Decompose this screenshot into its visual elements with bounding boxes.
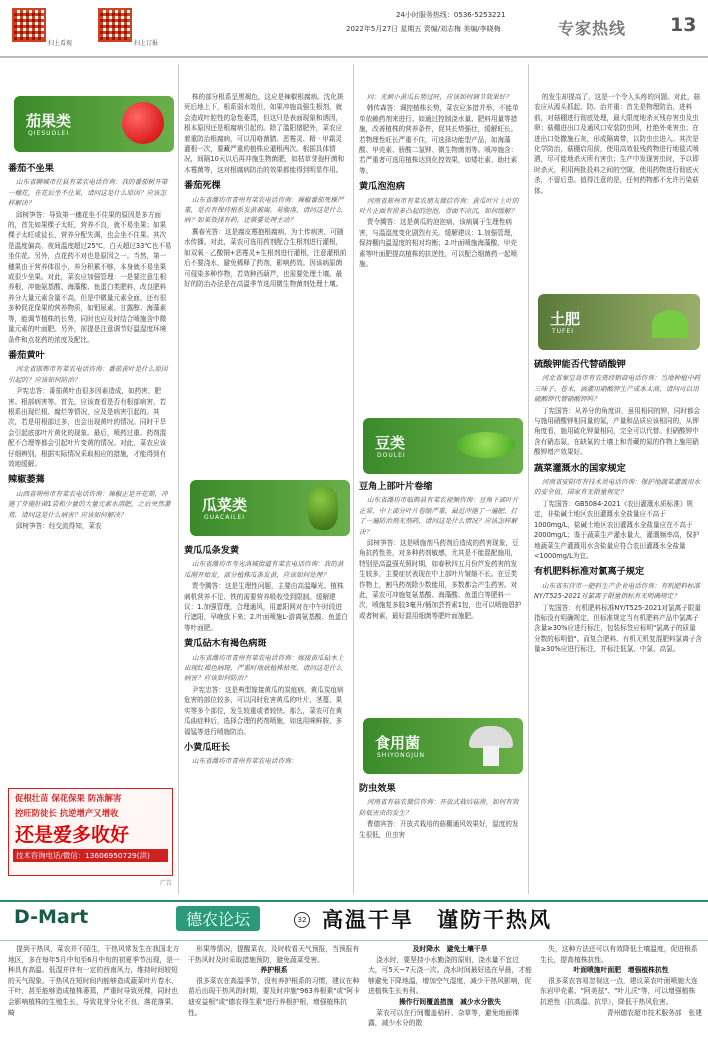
article-title: 豆角上部叶片卷缩	[359, 481, 433, 492]
ad-slogan: 还是爱多收好	[15, 824, 130, 846]
article-answer: 的发生却提高了，这是一个令人头疼的问题。对此，菇农应从源头抓起，防、治并重：首先是物理防治，进料前，对菇棚进行彻底处理，最大限度地杀灭残存害虫及虫卵；菇棚进出口及通风口安装防虫网，杜绝外来害虫；在进出口处撒施石灰，形成隔离带，以防虫虫进入。其次是化学防治，菇棚启用前，使用高效低残药物进行地毯式喷洒，尽可能地杀灭所有害虫；生产中发现害虫时，予以即时杀灭，利用两批投料之间的空隙，使用药物进行彻底灭杀，不留后患。值得注意的是，任何药物都不允许污染菇体。	[534, 93, 701, 195]
article-question: 山东省潍坊市临朐县有菜农视频咨询：豆角下部叶片正常，中上部分叶片卷缩严重，最近冲施了一遍肥，打了一遍防治剂无剂药，请问这是什么情况？应该怎样解决？	[359, 496, 519, 536]
column-2-lower	[184, 540, 348, 894]
mushroom-icon	[469, 726, 513, 748]
ad-tag: 广告	[160, 880, 173, 887]
ad-line-1: 促根壮苗 保花保果 防冻解害	[15, 793, 122, 803]
article-answer: 邱树笋答：经交流得知，菜农	[15, 522, 102, 530]
category-qiezi	[14, 96, 174, 152]
category-shiyongjun	[363, 718, 523, 774]
article-title: 防虫效果	[359, 783, 396, 794]
article-question: 山东省聊城市茌县有菜农电话咨询：我的番茄树开第一穗花，在花后坐不住果，请问这是什么原因？应该怎样解决？	[8, 178, 168, 208]
qr-caption-2: 扫上订报	[134, 40, 159, 47]
article-question: 河南省有菇农微信咨询：开放式栽培菇房，如何有效防低害虫的发生？	[359, 798, 519, 817]
page-number: 13	[670, 14, 697, 36]
column-4	[534, 92, 702, 288]
category-sub: QIESUOLEI	[28, 130, 70, 137]
category-tufei	[538, 294, 700, 350]
article-answer: 贾令腾答：这是黄瓜的泡泡病，该病属于生理性病害，与温湿度变化剧烈有关。缓解建议：1.加强管理，保持棚内温湿度的相对均衡；2.叶面喷施海藻酸、甲壳素等叶面肥提高植株的抗逆性，可以配合细菌药一起喷施。	[359, 218, 518, 269]
article-title: 蔬菜灌溉水的国家规定	[534, 462, 626, 474]
bottom-column-4	[540, 944, 702, 1060]
bottom-text: 形果等情况，提醒菜农，及时收看天气预报，当预报有干热风时及时采取措施预防，避免蔬菜受害。	[188, 945, 360, 964]
bottom-text: 浇水时，要坚持小水勤浇的原则，浇水量不宜过大，可5天~7天浇一次。浇水时间最好选在早晨，才能够避免下降地温，增加空气湿度，减少干热风影响，促进植株生长有利。	[368, 955, 532, 996]
article-answer: 冀春光答：这是腐皮霉抱根腐病，为土传病害，可随水传播。对此，菜农可选用药剂配合生根剂进行灌根，如双氧 · 乙酸铜+恶霉灵+生根剂进行灌根，注意灌根前后不要浇水，避免稀释了药剂，影响药效。因该病原菌可侵染多种作物，若效种西葫芦，也需要处理土壤。最好的防治办法是在高温季节选用微生物菌剂处理土壤。	[184, 227, 347, 288]
article-answer: 丁宪国答：从养分的角度讲，虽用相同的钾，同时都会与施用硝酸钾相同量的氮，产量和品质应该相同的，从钾角度看，施用硫化钾量相同，完全可以代替。但硝酸钾中含有硝态氮，在缺氮的土壤上和青藏的氮的作物上施用硝酸钾增产效果好。	[534, 406, 701, 457]
article-question: 河北省邯郸市有菜农电话咨询：番茄黄叶是什么原因引起的？应该如何防治？	[8, 365, 168, 384]
bottom-text: 很多菜农在高温季节，没有养护根系的习惯，建议在种苗后出现干热风的时期，要及时冲施"963养根素"或"阿卡迪安益根"或"德农得生素"进行养根护根，增强植株抗性。	[188, 976, 360, 1017]
article-question: 山东省潍坊市青州有菜农电话咨询：嫁接黄瓜砧木上出现红褐色病斑，严重时地底植株枯死，请问这是什么病害？应该如何防治？	[184, 653, 344, 683]
article-title: 番茄死棵	[184, 180, 221, 192]
sprout-icon	[652, 310, 688, 338]
bottom-text: 菜农可以在行间覆盖秸秆、杂草等，避免地面裸露，减少水分的散	[368, 1008, 519, 1028]
column-3-middle	[359, 476, 523, 712]
bottom-subtitle: 及时降水 避免土壤干旱	[412, 945, 488, 953]
category-doulei	[363, 418, 523, 474]
category-title: 茄果类	[26, 112, 72, 130]
qr-caption-1: 扫上看视	[48, 40, 73, 47]
article-question: 山东省潍坊市青州有菜农电话咨询：辣椒番茄死棵严重，是否有保持根系发黄被腐，易腹落，请问这是什么病？如果效择有药，还需要处理主动？	[184, 195, 344, 225]
ad-phone: 技术咨询电话/微信：13606950729(洪)	[13, 849, 168, 862]
column-2	[184, 92, 348, 472]
article-answer: 株的部分根系呈黑褐色，这应是辣椒根腐病。沈化斑死后地上下，根系弱水效但，如果冲施高强生根剂，就会造成叶腔性的急性萎蔫，但这只是表面现象和诱因，根本原因还是根腐病引起的。除了滥阳猪肥外，菜农应着重防治根腐病，可以用咯菌腈、恶霉灵、精 · 甲霜灵灌根一次，要藏严重的植株应灌根两次。根据具体情况，间隔10天以后再冲施生物菌肥，如枯草芽孢杆菌和木霉菌等，这对根腐病防治的效果都能得到明显作用。	[184, 93, 345, 174]
article-question: 河南省郑州市有菜农朋友微信咨询：黄瓜叶片上叶的叶片正面有很多凸起的泡泡，背面不凉沉，如何缓解？	[359, 196, 519, 216]
article-title: 硫酸钾能否代替硝酸钾	[534, 359, 626, 370]
column-divider	[353, 64, 354, 894]
forum-issue: 32	[294, 912, 310, 928]
header-rule	[0, 56, 708, 58]
bottom-text: 提到干热风，菜农并不陌生，干热风常发生在我国北方地区，多在每年5月中旬至6月中旬的初夏季节出现，是一种具有高温、低湿并伴有一定的西南风力，维持时间较短的天气现象。干热风在短时间内能够造成蔬菜叶片卷水、干叶，甚至能够造成植株萎蔫，严重时导致死棵，同时也会影响植株的生殖生长，导致花芽分化不良、落花落果、畸	[8, 945, 180, 1017]
cucumber-icon	[308, 486, 338, 530]
column-1	[8, 158, 172, 786]
article-title: 有机肥料标准对氯离子规定	[534, 566, 645, 578]
article-question: 河南省安阳市有技术员电话咨询：保护地蔬菜灌溉用水的安全值，国家有无限量规定？	[534, 478, 701, 497]
article-answer: 丁宪国答：有机肥料标准NY/T525-2021对氯离子限量指标没有明确规定，但标准规定当有机肥料产品中氯离子含量≥30%应进行标注，包装标签应标明"氯离子的质量分数的标明值"。而复合肥料、有机无机复混肥料氯离子含量≥30%应进行标注，并标注低氯、中氯、高氯。	[534, 603, 702, 654]
article-question: 山西省朔州市有菜农电话咨询：辣椒正是开花期，冲施了芽施肝菌1袋和少量的大量元素水溶肥，之后突然萎蔫，请问这是什么病害？应该如何解决？	[8, 489, 171, 519]
article-answer: 尹宪忠答：这是典型嫁接黄瓜的炭疽病，黄瓜炭疽病危害的部位较多，可以同时危害黄瓜的叶片、茎蔓、果实等多个部位，发生较重或者较快。那么，菜农可在黄瓜曲症种后，选择合理的药剂喷施，如选用咪鲜胺、多福锰等进行喷施防治。	[184, 685, 344, 736]
column-4-lower	[534, 354, 702, 894]
article-title: 黄瓜泡泡病	[359, 181, 405, 193]
bottom-text: 很多菜农容易忽视这一点，建议菜农叶面喷施大连东岩甲壳素、"阿美兹"、"叶儿沃"等，可以增强植株抗逆性（抗高温、抗旱），降低干热风危害。	[540, 976, 698, 1006]
article-question: 山东省潍坊市寿光洛城街道有菜农电话咨询：我的黄瓜刚开始发，部分植株瓜条发黄，应该如何处理？	[184, 560, 344, 579]
ad-line-2: 控旺防徒长 抗逆增产又增收	[15, 808, 119, 818]
mushroom-stem	[483, 746, 499, 766]
bottom-subtitle: 操作行间覆盖措施 减少水分散失	[399, 997, 501, 1006]
category-title: 食用菌	[375, 734, 421, 752]
article-question: 山东省潍坊市青州有菜农电话咨询：	[191, 757, 298, 766]
bottom-column-2	[188, 944, 360, 1060]
category-guacai	[190, 480, 350, 536]
column-divider	[178, 64, 179, 894]
article-title: 番茄不坐果	[8, 163, 54, 174]
article-answer: 丁宪国答：GB5084-2021《农田灌溉水质标准》规定，非盐碱土地区农田灌溉水全盐量应不高于1000mg/L，盐碱土地区农田灌溉水全盐量应在不高于2000mg/L；鉴于蔬菜生产灌水量大，灌溉频率高，保护地蔬菜生产灌溉用水含盐量应符合农田灌溉水全盐量<1000mg/L为宜。	[534, 499, 700, 560]
column-3-lower	[359, 778, 523, 894]
category-sub: SHIYONGJUN	[377, 752, 425, 759]
category-title: 土肥	[550, 310, 581, 328]
column-divider	[528, 64, 529, 894]
article-answer: 曹德宾答：开放式栽培的菇棚通风效果好，湿度的发生很低，但虫害	[359, 820, 519, 839]
hotline-line: 24小时服务热线：0536-5253221	[396, 11, 506, 19]
article-answer: 韩传森答：调控植株长势，菜农应多措并举，不能单单依赖药剂来进行。如通过控制浇水量、肥料用量等措施，改善植株的营养条件，促其长势强壮，缓解旺长。若物理性旺长严重不住，可选择功能型产品，如海藻酸、甲壳素、骄酸二氢钾、微生物菌剂等。喷冲施含：若严重者可选用植株达到化控效果，如矮壮素、助壮素等。	[359, 104, 519, 175]
section-title: 专家热线	[558, 19, 627, 38]
forum-label: 德农论坛	[176, 906, 260, 931]
date-line: 2022年5月27日 星期五 责编/刘志梅 美编/李晓梅	[346, 25, 501, 33]
advertisement[interactable]	[8, 788, 173, 876]
column-3	[359, 92, 523, 412]
bottom-text: 失，这种方法还可以有效降低土壤温度，促进根系生长，提高植株抗性。	[540, 945, 698, 964]
article-title: 黄瓜砧木有褐色病斑	[184, 638, 267, 650]
article-title: 黄瓜瓜条发黄	[184, 545, 240, 556]
article-title: 番茄黄叶	[8, 349, 45, 361]
article-title: 辣椒萎蔫	[8, 474, 45, 486]
bottom-subtitle: 叶面喷施叶面肥 增强植株抗性	[573, 966, 669, 975]
article-question: 河北省秦皇岛市有农资经销商电话咨询：当地种植中药三味子、苍术，滴灌用硝酸钾生产成本太高，请问可以用硫酸钾代替硝酸钾吗？	[534, 374, 701, 404]
banner-title: 高温干旱 谨防干热风	[322, 908, 552, 932]
qr-code-2[interactable]	[98, 8, 132, 42]
bottom-column-3	[368, 944, 532, 1060]
article-answer: 邱树笋答：这是喷施剂马药剂后造成的药害现象，豆角抗药性差，对多种药剂敏感，尤其是不能混配施用，特别是高温强光照时期，如春秋四五月份芦发药害的发生较多，主要症状表现在中上部叶片皱缩不长。在豆类作物上，割马药剂除少数能用，多数都会产生药害。对此，菜农可冲施复氨基酸、海藻酸、鱼蛋白等肥料一次，喷施复多胶3毫升/桶加芸苔素1包，也可以喷施碧护或者树素，最好混用细菌等肥叶面施肥。	[359, 539, 522, 620]
article-answer: 贾令腾答：这是生理性问题，主要由高温曝光、植株刺机营养不足、铁的需要营养吸收受到限制。缓解建议：1.加强管理，合理通风，用遮阳网对在中午时段进行遮阳，早晚放下来；2.叶面喷施L-游离氨基酸、鱼蛋白等叶面肥。	[184, 582, 348, 632]
tomato-icon	[122, 102, 164, 144]
article-question: 问：无刺小黄瓜长势过旺，应该如何调节效果好？	[366, 93, 512, 101]
category-sub: TUFEI	[552, 328, 575, 335]
category-title: 瓜菜类	[202, 496, 248, 514]
category-sub: DOULEI	[377, 452, 406, 459]
qr-code-1[interactable]	[12, 8, 46, 42]
dmart-logo: D-Mart	[14, 906, 89, 928]
category-sub: GUACAILEI	[204, 514, 246, 521]
article-answer: 尹宪忠答：番茄黄叶由很多因素造成，如药害、肥害、根部病害等。首先，应该查看是否有根部病害，若根系出现烂根、腐烂等情况，应及是病害引起的。其次，若是用根部过多，也会出现黄叶的情况。同时干旱会引起底部叶片黄化的现象。最后，喷药过重、药剂混配不合理等都会引起叶片变黄的情况。对此，菜农应该仔细辨别，根据实际情况采取相应的措施，才能得到有效地缓解。	[8, 387, 167, 468]
pea-icon	[457, 432, 515, 458]
article-question: 山东省东营市一肥料生产企业电话咨询：有机肥料标准NY/T525-2021对氯离子限量指标有无明确规定？	[534, 581, 701, 601]
bottom-signature: 青州德农超市技术服务部 张建	[606, 1008, 702, 1017]
bottom-subtitle: 养护根系	[260, 966, 288, 975]
article-title: 小黄瓜旺长	[184, 741, 230, 753]
bottom-column-1	[8, 944, 180, 1060]
category-title: 豆类	[375, 434, 406, 452]
article-answer: 邱树笋答：导致第一穗花坐不住果的原因是多方面的，首先如果棵子太旺，营养不良，就不易坐果；如果棵子太旺或徒长，营养分配失调，也会坐不住果。其次是温度偏高，夜间温度超过25℃，白天超过33℃也不易坐住花。另外，点花药不对也是原因之一。当然，第一穗果由于营养体很小，养分积累不够，本身就不易坐果或很少坐果。对此，菜农应加强管理：一是要注意生根养根，冲施氨基酸、海藻酸、鱼蛋白类肥料，改良肥料养分大量元素含量不高，但是中微量元素全面，还有很多种促花保果的营养物质，如钼尿素、甘露醇、海藻素等，能调节植株的长势，同时也应及时结合喷施含中微量元素的叶面肥。另外，前提是注意调节好温湿度环境条件和点花药的浓度及配比。	[8, 210, 172, 344]
